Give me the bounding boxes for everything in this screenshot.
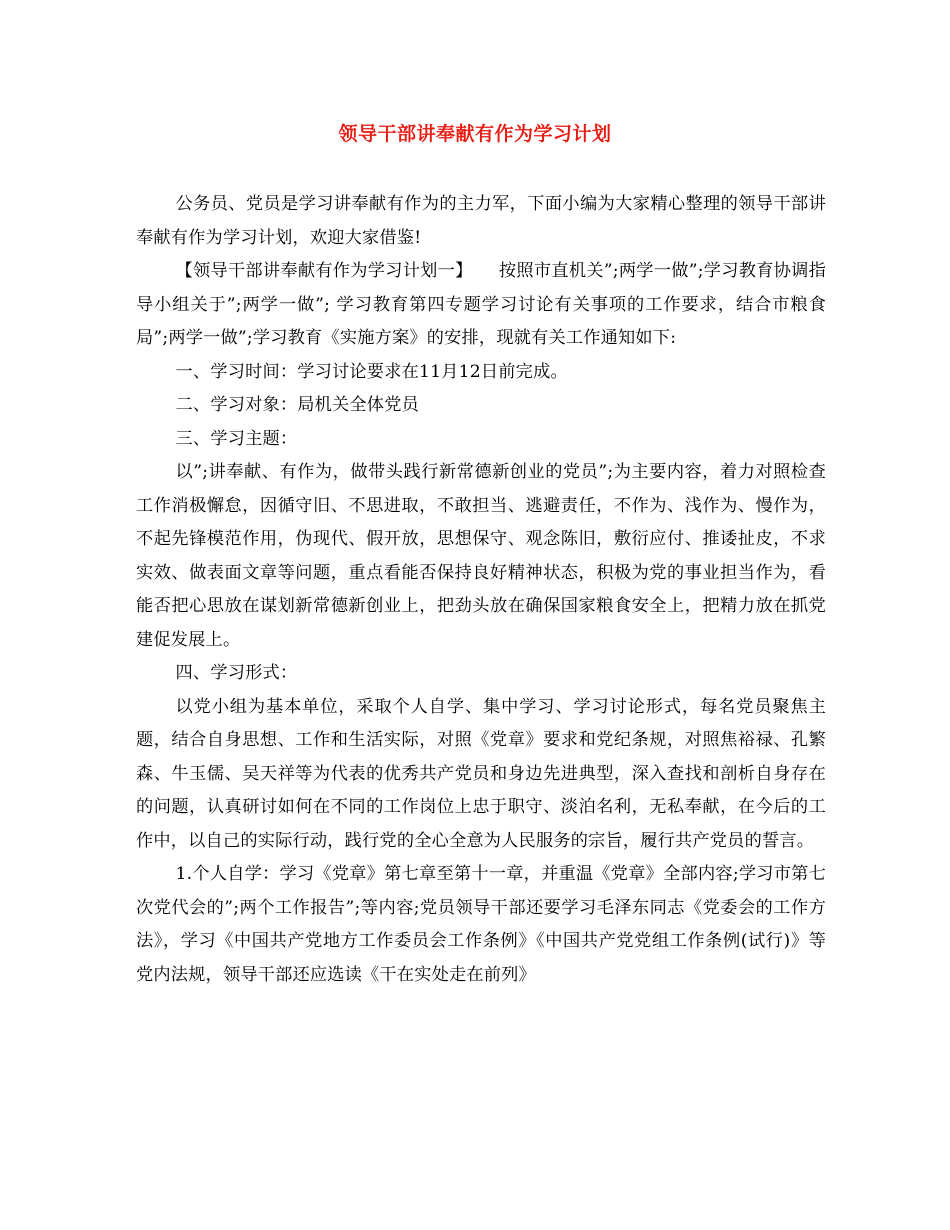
document-body xyxy=(136,188,826,992)
paragraph-study-target: 二、学习对象：局机关全体党员 xyxy=(175,395,419,415)
paragraph-study-form: 以党小组为基本单位，采取个人自学、集中学习、学习讨论形式，每名党员聚焦主题，结合自身思想、工作和生活实际，对照《党章》要求和党纪条规，对照焦裕禄、孔繁森、牛玉儒、吴天祥等为代表的优秀共产党员和身边先进典型，深入查找和剖析自身存在的问题，认真研讨如何在不同的工作岗位上忠于职守、淡泊名利，无私奉献，在今后的工作中，以自己的实际行动，践行党的全心全意为人民服务的宗旨，履行共产党员的誓言。 xyxy=(136,696,826,851)
paragraph-study-time: 一、学习时间：学习讨论要求在11月12日前完成。 xyxy=(175,361,568,382)
paragraph-intro: 公务员、党员是学习讲奉献有作为的主力军，下面小编为大家精心整理的领导干部讲奉献有作为学习计划，欢迎大家借鉴! xyxy=(136,194,826,248)
paragraph-plan-one: 【领导干部讲奉献有作为学习计划一】 按照市直机关”;两学一做”;学习教育协调指导小组关于”;两学一做”; 学习教育第四专题学习讨论有关事项的工作要求，结合市粮食局”;两学一做”;学习教育《实施方案》的安排，现就有关工作通知如下: xyxy=(136,261,826,348)
paragraph-study-form-heading: 四、学习形式： xyxy=(175,663,298,683)
paragraph-self-study: 1.个人自学：学习《党章》第七章至第十一章，并重温《党章》全部内容;学习市第七次党代会的”;两个工作报告”;等内容;党员领导干部还要学习毛泽东同志《党委会的工作方法》，学习《中国共产党地方工作委员会工作条例》《中国共产党党组工作条例(试行)》等党内法规，领导干部还应选读《干在实处走在前列》 xyxy=(136,864,826,985)
paragraph-study-theme: 以”;讲奉献、有作为，做带头践行新常德新创业的党员”;为主要内容，着力对照检查工作消极懈怠，因循守旧、不思进取，不敢担当、逃避责任，不作为、浅作为、慢作为，不起先锋模范作用，伪现代、假开放，思想保守、观念陈旧，敷衍应付、推诿扯皮，不求实效、做表面文章等问题，重点看能否保持良好精神状态，积极为党的事业担当作为，看能否把心思放在谋划新常德新创业上，把劲头放在确保国家粮食安全上，把精力放在抓党建促发展上。 xyxy=(136,462,826,650)
paragraph-study-theme-heading: 三、学习主题： xyxy=(175,428,298,449)
document-title: 领导干部讲奉献有作为学习计划 xyxy=(338,123,612,145)
